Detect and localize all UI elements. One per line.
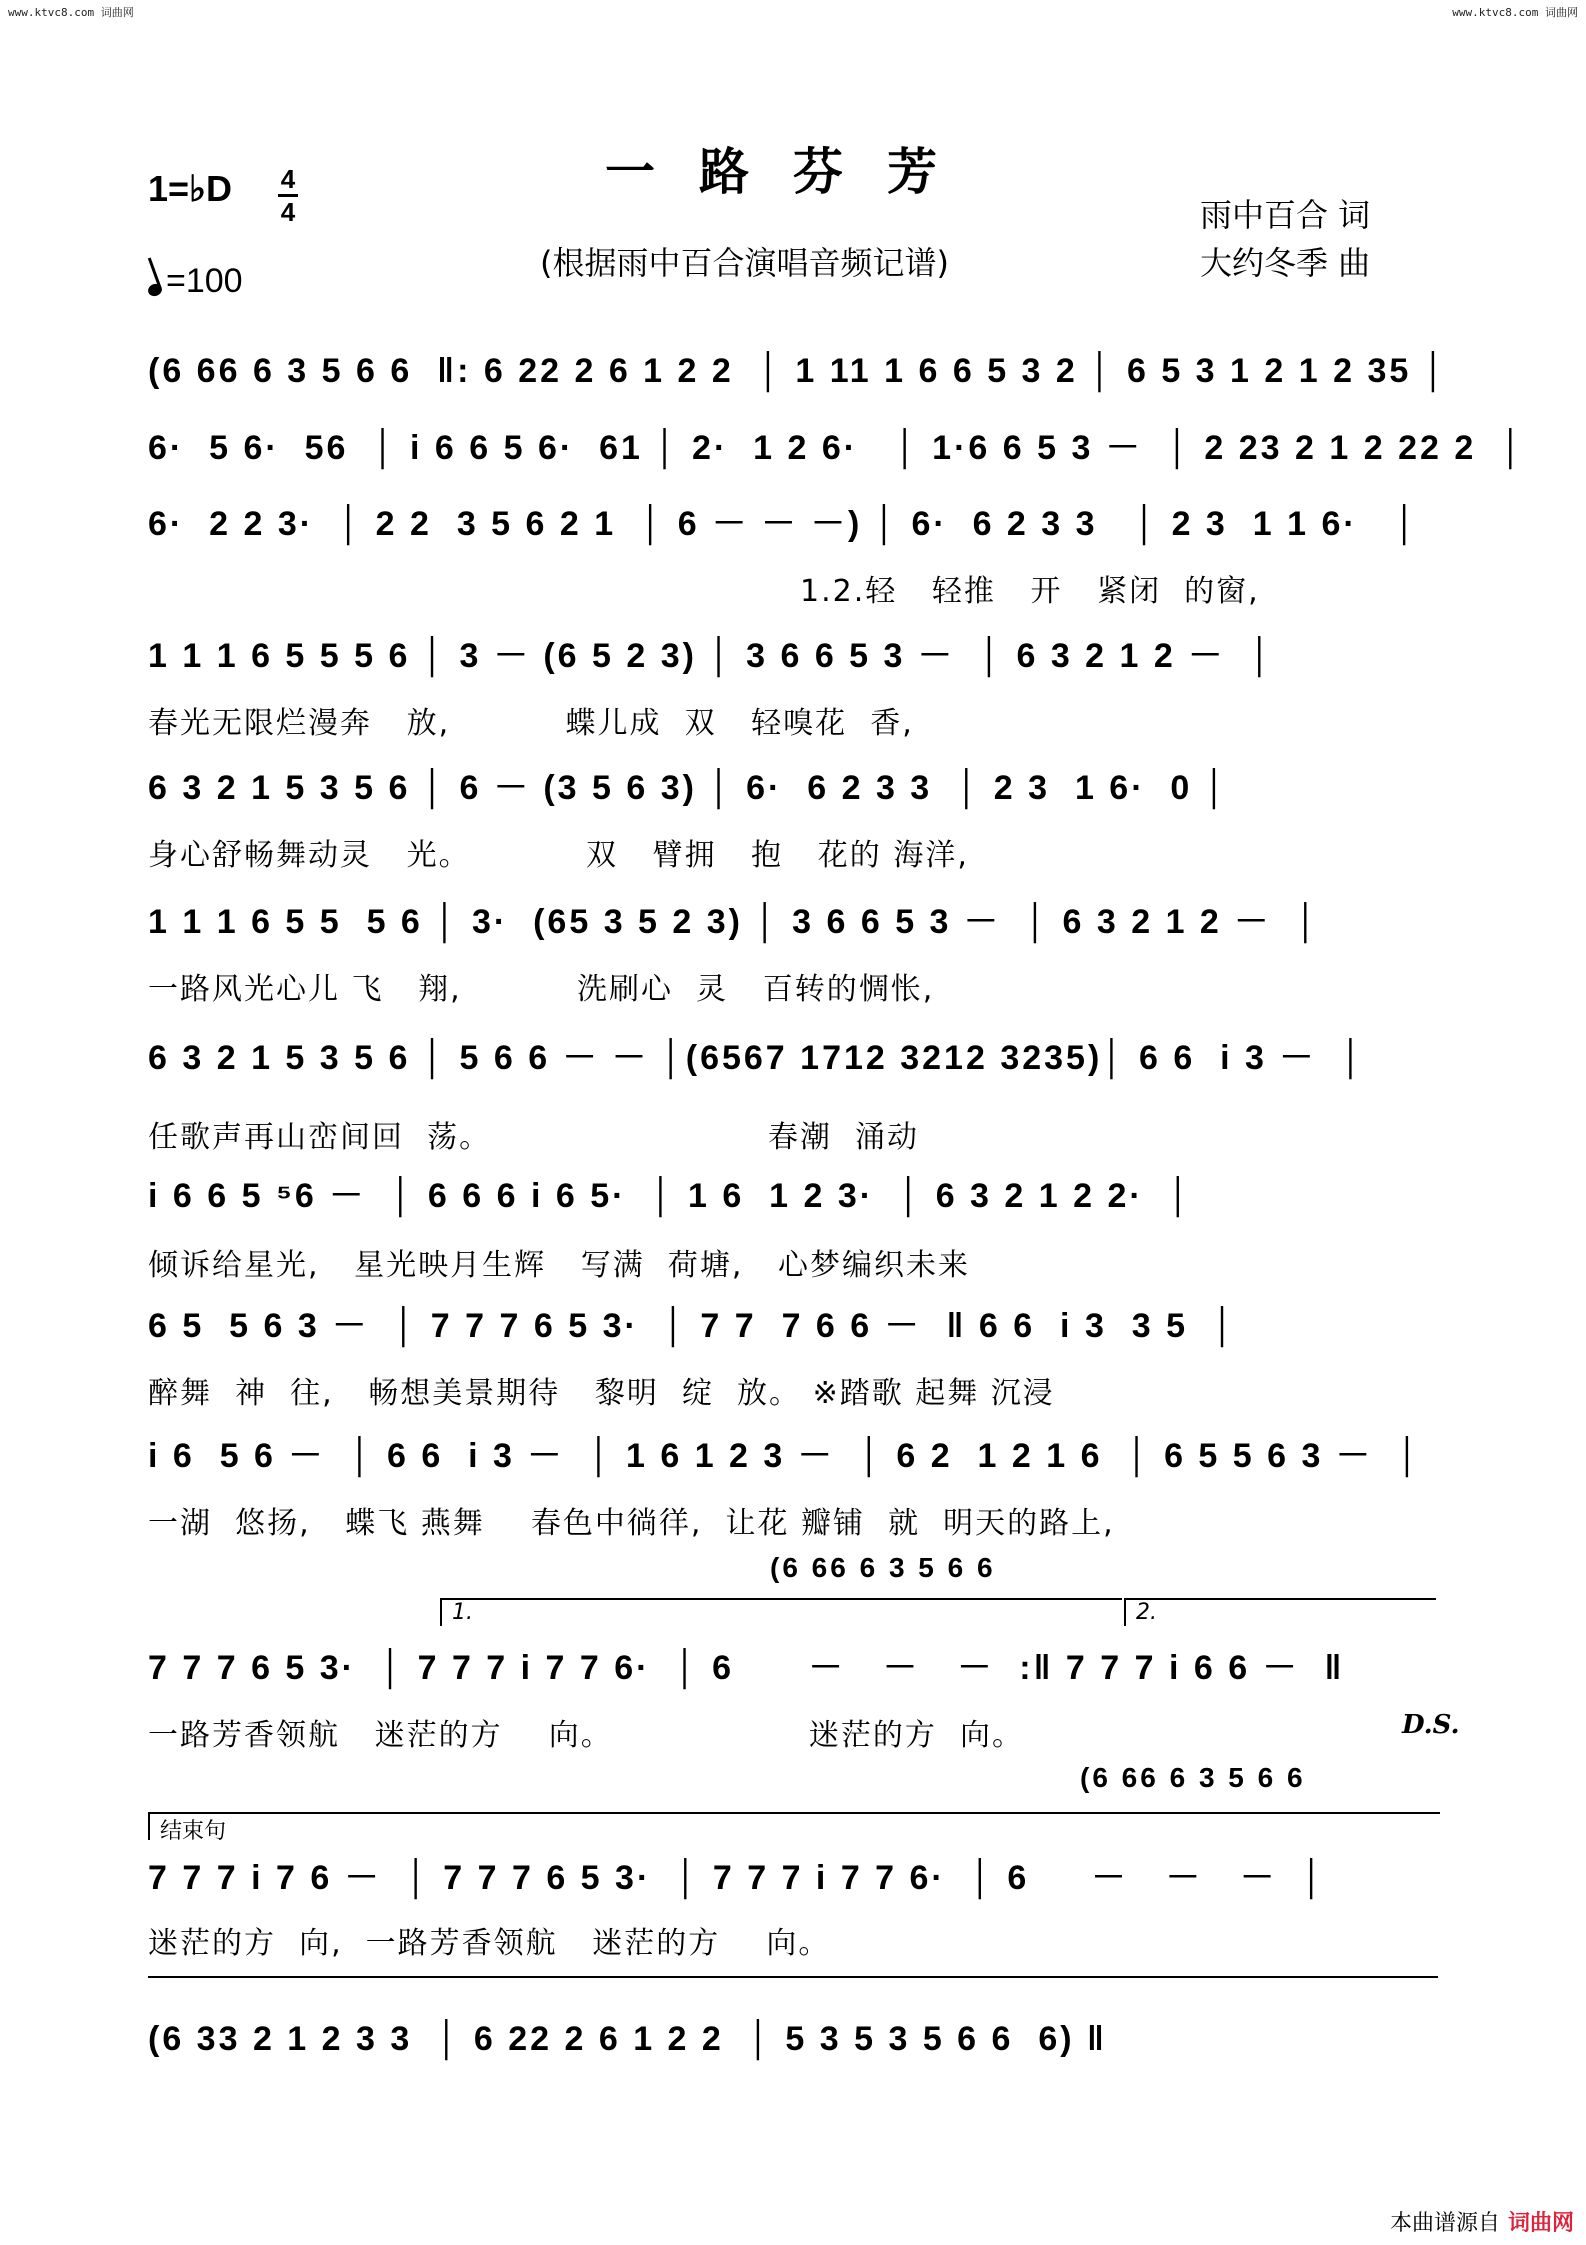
lyric-row: 迷茫的方 向, 一路芳香领航 迷茫的方 向。 — [148, 1926, 831, 1961]
first-ending-label: 1. — [452, 1600, 473, 1625]
lyricist: 雨中百合 词 — [1200, 196, 1371, 234]
notation-row: 1 1 1 6 5 5 5 6 │ 3 － (6 5 2 3) │ 3 6 6 5 3 － │ 6 3 2 1 2 － │ — [148, 637, 1275, 675]
tempo-value: =100 — [166, 262, 243, 300]
composer: 大约冬季 曲 — [1200, 244, 1371, 282]
notation-row: 6 5 5 6 3 － │ 7 7 7 6 5 3· │ 7 7 7 6 6 － ‖ 6 6 i 3 3 5 │ — [148, 1307, 1238, 1345]
time-signature — [278, 166, 298, 225]
notation-row: 6· 2 2 3· │ 2 2 3 5 6 2 1 │ 6 － － －) │ 6· 6 2 3 3 │ 2 3 1 1 6· │ — [148, 505, 1420, 543]
watermark-left: www.ktvc8.com 词曲网 — [8, 6, 134, 19]
coda-label: 结束句 — [160, 1819, 227, 1844]
notation-row: 1 1 1 6 5 5 5 6 │ 3· (65 3 5 2 3) │ 3 6 6 5 3 － │ 6 3 2 1 2 － │ — [148, 903, 1321, 941]
notation-row: 7 7 7 6 5 3· │ 7 7 7 i 7 7 6· │ 6 － － － :‖ 7 7 7 i 6 6 － ‖ — [148, 1649, 1345, 1687]
notation-row: 7 7 7 i 7 6 － │ 7 7 7 6 5 3· │ 7 7 7 i 7 7 6· │ 6 － － － │ — [148, 1859, 1327, 1897]
time-sig-top: 4 — [280, 164, 296, 194]
notation-row: 6 3 2 1 5 3 5 6 │ 6 － (3 5 6 3) │ 6· 6 2 3 3 │ 2 3 1 6· 0 │ — [148, 769, 1230, 807]
lyric-row: 春光无限烂漫奔 放, 蝶儿成 双 轻嗅花 香, — [148, 706, 914, 741]
quarter-note-icon — [146, 282, 163, 298]
key-signature — [148, 168, 232, 210]
notation-row: 6 3 2 1 5 3 5 6 │ 5 6 6 － － │(6567 1712 3212 3235)│ 6 6 i 3 － │ — [148, 1039, 1366, 1077]
watermark-right: www.ktvc8.com 词曲网 — [1452, 6, 1578, 19]
second-ending — [1124, 1598, 1436, 1626]
key-label: 1=♭D — [148, 168, 233, 209]
coda-bracket — [148, 1812, 1440, 1844]
lyric-row: 一路风光心儿 飞 翔, 洗刷心 灵 百转的惆怅, — [148, 972, 935, 1007]
lyric-row: 任歌声再山峦间回 荡。 春潮 涌动 — [148, 1120, 920, 1155]
notation-row: (6 33 2 1 2 3 3 │ 6 22 2 6 1 2 2 │ 5 3 5 3 5 6 6 6) ‖ — [148, 2020, 1107, 2058]
tempo-mark — [148, 262, 243, 301]
lyric-row: 一湖 悠扬, 蝶飞 燕舞 春色中徜徉, 让花 瓣铺 就 明天的路上, — [148, 1506, 1115, 1541]
divider — [148, 1976, 1438, 1978]
lyric-row: 一路芳香领航 迷茫的方 向。 迷茫的方 向。 — [148, 1718, 1024, 1753]
time-sig-bottom: 4 — [280, 197, 296, 227]
notation-row: (6 66 6 3 5 6 6 ‖: 6 22 2 6 1 2 2 │ 1 11 1 6 6 5 3 2 │ 6 5 3 1 2 1 2 35 │ — [148, 352, 1448, 390]
footer — [1390, 2206, 1574, 2237]
song-title: 一路芬芳 — [605, 142, 981, 201]
footer-site-logo[interactable]: 词曲网 — [1507, 2211, 1574, 2236]
first-ending — [440, 1598, 1122, 1626]
notation-row: i 6 5 6 － │ 6 6 i 3 － │ 1 6 1 2 3 － │ 6 2 1 2 1 6 │ 6 5 5 6 3 － │ — [148, 1437, 1422, 1475]
lyric-row: 醉舞 神 往, 畅想美景期待 黎明 绽 放。 ※踏歌 起舞 沉浸 — [148, 1376, 1055, 1411]
ds-mark: D.S. — [1402, 1710, 1460, 1740]
second-ending-label: 2. — [1136, 1600, 1157, 1625]
notation-intro-row: (6 66 6 3 5 6 6 — [1080, 1762, 1306, 1793]
lyric-row: 身心舒畅舞动灵 光。 双 臂拥 抱 花的 海洋, — [148, 838, 969, 873]
footer-source: 本曲谱源自 — [1389, 2211, 1500, 2236]
lyric-row: 1.2.轻 轻推 开 紧闭 的窗, — [800, 574, 1260, 609]
notation-row: 6· 5 6· 56 │ i 6 6 5 6· 61 │ 2· 1 2 6· │ 1·6 6 5 3 － │ 2 23 2 1 2 22 2 │ — [148, 429, 1526, 467]
lyric-row: 倾诉给星光, 星光映月生辉 写满 荷塘, 心梦编织未来 — [148, 1248, 970, 1283]
subtitle: (根据雨中百合演唱音频记谱) — [540, 244, 949, 282]
notation-intro-row: (6 66 6 3 5 6 6 — [770, 1552, 996, 1583]
notation-row: i 6 6 5 ⁵6 － │ 6 6 6 i 6 5· │ 1 6 1 2 3· │ 6 3 2 1 2 2· │ — [148, 1177, 1193, 1215]
